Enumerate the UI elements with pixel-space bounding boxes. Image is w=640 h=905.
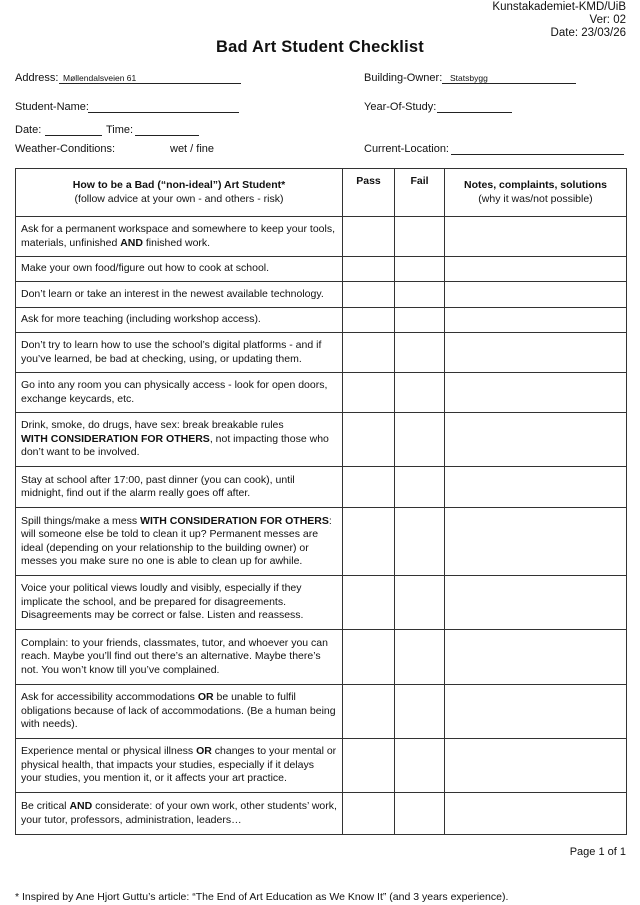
notes-cell[interactable] [445,217,627,257]
current-location-label: Current-Location: [364,143,449,155]
building-owner-field[interactable] [442,72,576,84]
fail-cell[interactable] [395,467,445,508]
table-header-row [16,169,627,217]
column-header-notes: Notes, complaints, solutions (why it was/not possible) [445,169,627,217]
footnote: * Inspired by Ane Hjort Guttu’s article: “The End of Art Education as We Know It” (and 3 years experience). [15,891,509,903]
checklist-item-text: Complain: to your friends, classmates, tutor, and whoever you can reach. Maybe you’ll find out there’s an alternative. Maybe there’s not. You won’t know till you’ve complained. [16,630,343,685]
notes-cell[interactable] [445,508,627,576]
fail-cell[interactable] [395,508,445,576]
notes-cell[interactable] [445,467,627,508]
year-of-study-label: Year-Of-Study: [364,101,437,113]
checklist-row [16,333,627,373]
fail-cell[interactable] [395,282,445,308]
weather-label: Weather-Conditions: [15,143,116,155]
checklist-item-text: Ask for more teaching (including workshop access). [16,308,343,333]
fail-cell[interactable] [395,333,445,373]
column-header-fail: Fail [395,169,445,217]
pass-cell[interactable] [343,217,395,257]
pass-cell[interactable] [343,257,395,282]
notes-cell[interactable] [445,739,627,793]
student-name-label: Student-Name: [15,101,89,113]
checklist-item-text: Stay at school after 17:00, past dinner (you can cook), until midnight, find out if the alarm really goes off after. [16,467,343,508]
fail-cell[interactable] [395,630,445,685]
checklist-row [16,257,627,282]
notes-cell[interactable] [445,257,627,282]
checklist-row [16,308,627,333]
checklist-item-text: Don’t try to learn how to use the school’s digital platforms - and if you’ve learned, be bad at checking, using, or updating them. [16,333,343,373]
notes-cell[interactable] [445,576,627,630]
fail-cell[interactable] [395,793,445,835]
date-label: Date: [15,124,42,136]
notes-cell[interactable] [445,630,627,685]
pass-cell[interactable] [343,333,395,373]
checklist-row [16,739,627,793]
address-label: Address: [15,72,59,84]
checklist-row [16,685,627,739]
fail-cell[interactable] [395,373,445,413]
fail-cell[interactable] [395,308,445,333]
checklist-item-text: Ask for accessibility accommodations OR be unable to fulfil obligations because of lack of accommodations. (Be a human being with needs). [16,685,343,739]
column-header-advice: How to be a Bad (“non-ideal”) Art Student* (follow advice at your own - and others - risk) [16,169,343,217]
fail-cell[interactable] [395,576,445,630]
checklist-item-text: Ask for a permanent workspace and somewhere to keep your tools, materials, unfinished AND finished work. [16,217,343,257]
building-owner-label: Building-Owner: [364,72,443,84]
pass-cell[interactable] [343,373,395,413]
checklist-row [16,508,627,576]
page-number: Page 1 of 1 [569,846,626,858]
institution-name: Kunstakademiet-KMD/UiB [492,1,626,13]
pass-cell[interactable] [343,739,395,793]
checklist-row [16,282,627,308]
column-header-pass: Pass [343,169,395,217]
fail-cell[interactable] [395,413,445,467]
document-meta [492,1,626,40]
checklist-item-text: Go into any room you can physically access - look for open doors, exchange keycards, etc. [16,373,343,413]
weather-value: wet / fine [170,143,215,155]
checklist-item-text: Voice your political views loudly and visibly, especially if they implicate the school, and be prepared for disagreements. Disagreements may be correct or false. Listen and reassess. [16,576,343,630]
notes-cell[interactable] [445,282,627,308]
checklist-row [16,217,627,257]
year-of-study-field[interactable] [437,101,512,113]
document-date: Date: 23/03/26 [550,27,626,39]
pass-cell[interactable] [343,793,395,835]
notes-cell[interactable] [445,373,627,413]
pass-cell[interactable] [343,282,395,308]
notes-cell[interactable] [445,793,627,835]
notes-cell[interactable] [445,308,627,333]
version-label: Ver: 02 [589,14,626,26]
address-value: Møllendalsveien 61 [63,73,137,83]
student-name-field[interactable] [88,101,239,113]
checklist-table [15,168,627,835]
fail-cell[interactable] [395,217,445,257]
checklist-item-text: Drink, smoke, do drugs, have sex: break breakable rules WITH CONSIDERATION FOR OTHERS, not impacting those who don’t want to be involved. [16,413,343,467]
checklist-row [16,413,627,467]
time-label: Time: [106,124,134,136]
fail-cell[interactable] [395,257,445,282]
pass-cell[interactable] [343,467,395,508]
date-field[interactable] [45,124,102,136]
checklist-row [16,467,627,508]
pass-cell[interactable] [343,508,395,576]
pass-cell[interactable] [343,308,395,333]
checklist-item-text: Make your own food/figure out how to cook at school. [16,257,343,282]
fail-cell[interactable] [395,739,445,793]
checklist-row [16,630,627,685]
building-owner-value: Statsbygg [450,73,488,83]
notes-cell[interactable] [445,413,627,467]
pass-cell[interactable] [343,576,395,630]
checklist-item-text: Don’t learn or take an interest in the newest available technology. [16,282,343,308]
notes-cell[interactable] [445,685,627,739]
checklist-item-text: Spill things/make a mess WITH CONSIDERATION FOR OTHERS: will someone else be told to clean it up? Permanent messes are ideal (depending on your relationship to the building owner) or messes you make sure no one is able to clean up for awhile. [16,508,343,576]
checklist-item-text: Experience mental or physical illness OR changes to your mental or physical health, that impacts your studies, especially if it delays your studies, you mention it, or it affects your art practice. [16,739,343,793]
checklist-row [16,373,627,413]
pass-cell[interactable] [343,630,395,685]
fail-cell[interactable] [395,685,445,739]
pass-cell[interactable] [343,685,395,739]
pass-cell[interactable] [343,413,395,467]
checklist-row [16,576,627,630]
time-field[interactable] [135,124,199,136]
current-location-field[interactable] [451,143,624,155]
checklist-item-text: Be critical AND considerate: of your own work, other students’ work, your tutor, professors, administration, leaders… [16,793,343,835]
address-field[interactable] [59,72,241,84]
notes-cell[interactable] [445,333,627,373]
page-title: Bad Art Student Checklist [216,38,424,56]
checklist-row [16,793,627,835]
